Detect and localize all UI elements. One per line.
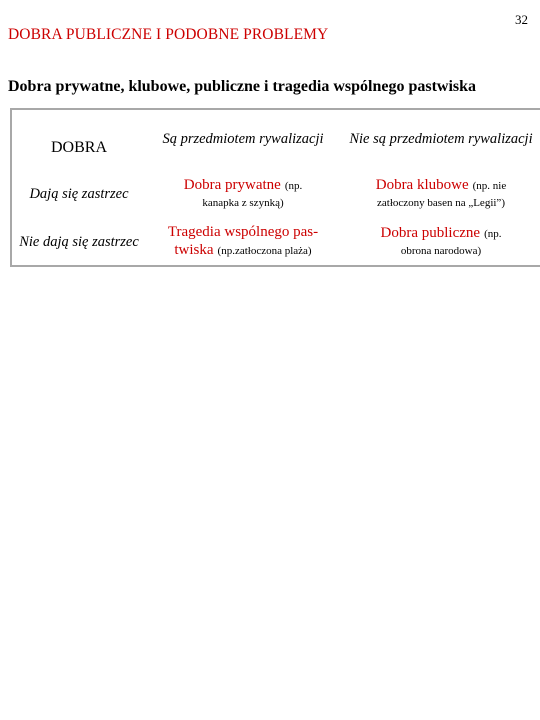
table-corner-label: DOBRA bbox=[50, 138, 107, 156]
tragedy-label-line1: Tragedia wspólnego pas- bbox=[167, 224, 319, 240]
page-number: 32 bbox=[515, 12, 528, 27]
table-row-excludable bbox=[12, 169, 540, 219]
cell-tragedy-of-commons bbox=[146, 219, 340, 265]
page-heading: DOBRA PUBLICZNE I PODOBNE PROBLEMY bbox=[8, 26, 329, 43]
public-goods-label: Dobra publiczne bbox=[380, 225, 481, 241]
club-goods-note-start: (np. nie bbox=[472, 180, 507, 192]
cell-private-goods bbox=[146, 169, 340, 219]
cell-public-goods bbox=[340, 219, 540, 265]
private-goods-note-rest: kanapka z szynką) bbox=[202, 197, 284, 209]
public-goods-note-start: (np. bbox=[484, 228, 502, 240]
table-row-nonexcludable bbox=[12, 219, 540, 265]
column-header-nonrival: Nie są przedmiotem rywalizacji bbox=[349, 131, 533, 147]
column-header-rival: Są przedmiotem rywalizacji bbox=[162, 131, 324, 147]
section-title: Dobra prywatne, klubowe, publiczne i tragedia wspólnego pastwiska bbox=[8, 78, 477, 95]
goods-classification-table bbox=[10, 108, 540, 267]
table-header-row bbox=[12, 110, 540, 169]
club-goods-note-rest: zatłoczony basen na „Legii”) bbox=[377, 197, 505, 209]
tragedy-note: (np.zatłoczona plaża) bbox=[217, 245, 312, 257]
public-goods-note-rest: obrona narodowa) bbox=[400, 245, 482, 257]
row-header-nonexcludable: Nie dają się zastrzec bbox=[19, 233, 139, 250]
club-goods-label: Dobra klubowe bbox=[375, 177, 469, 193]
cell-club-goods bbox=[340, 169, 540, 219]
tragedy-label-line2: twiska bbox=[174, 242, 214, 258]
private-goods-label: Dobra prywatne bbox=[183, 177, 281, 193]
row-header-excludable: Dają się zastrzec bbox=[29, 185, 129, 202]
private-goods-note-start: (np. bbox=[284, 180, 303, 192]
